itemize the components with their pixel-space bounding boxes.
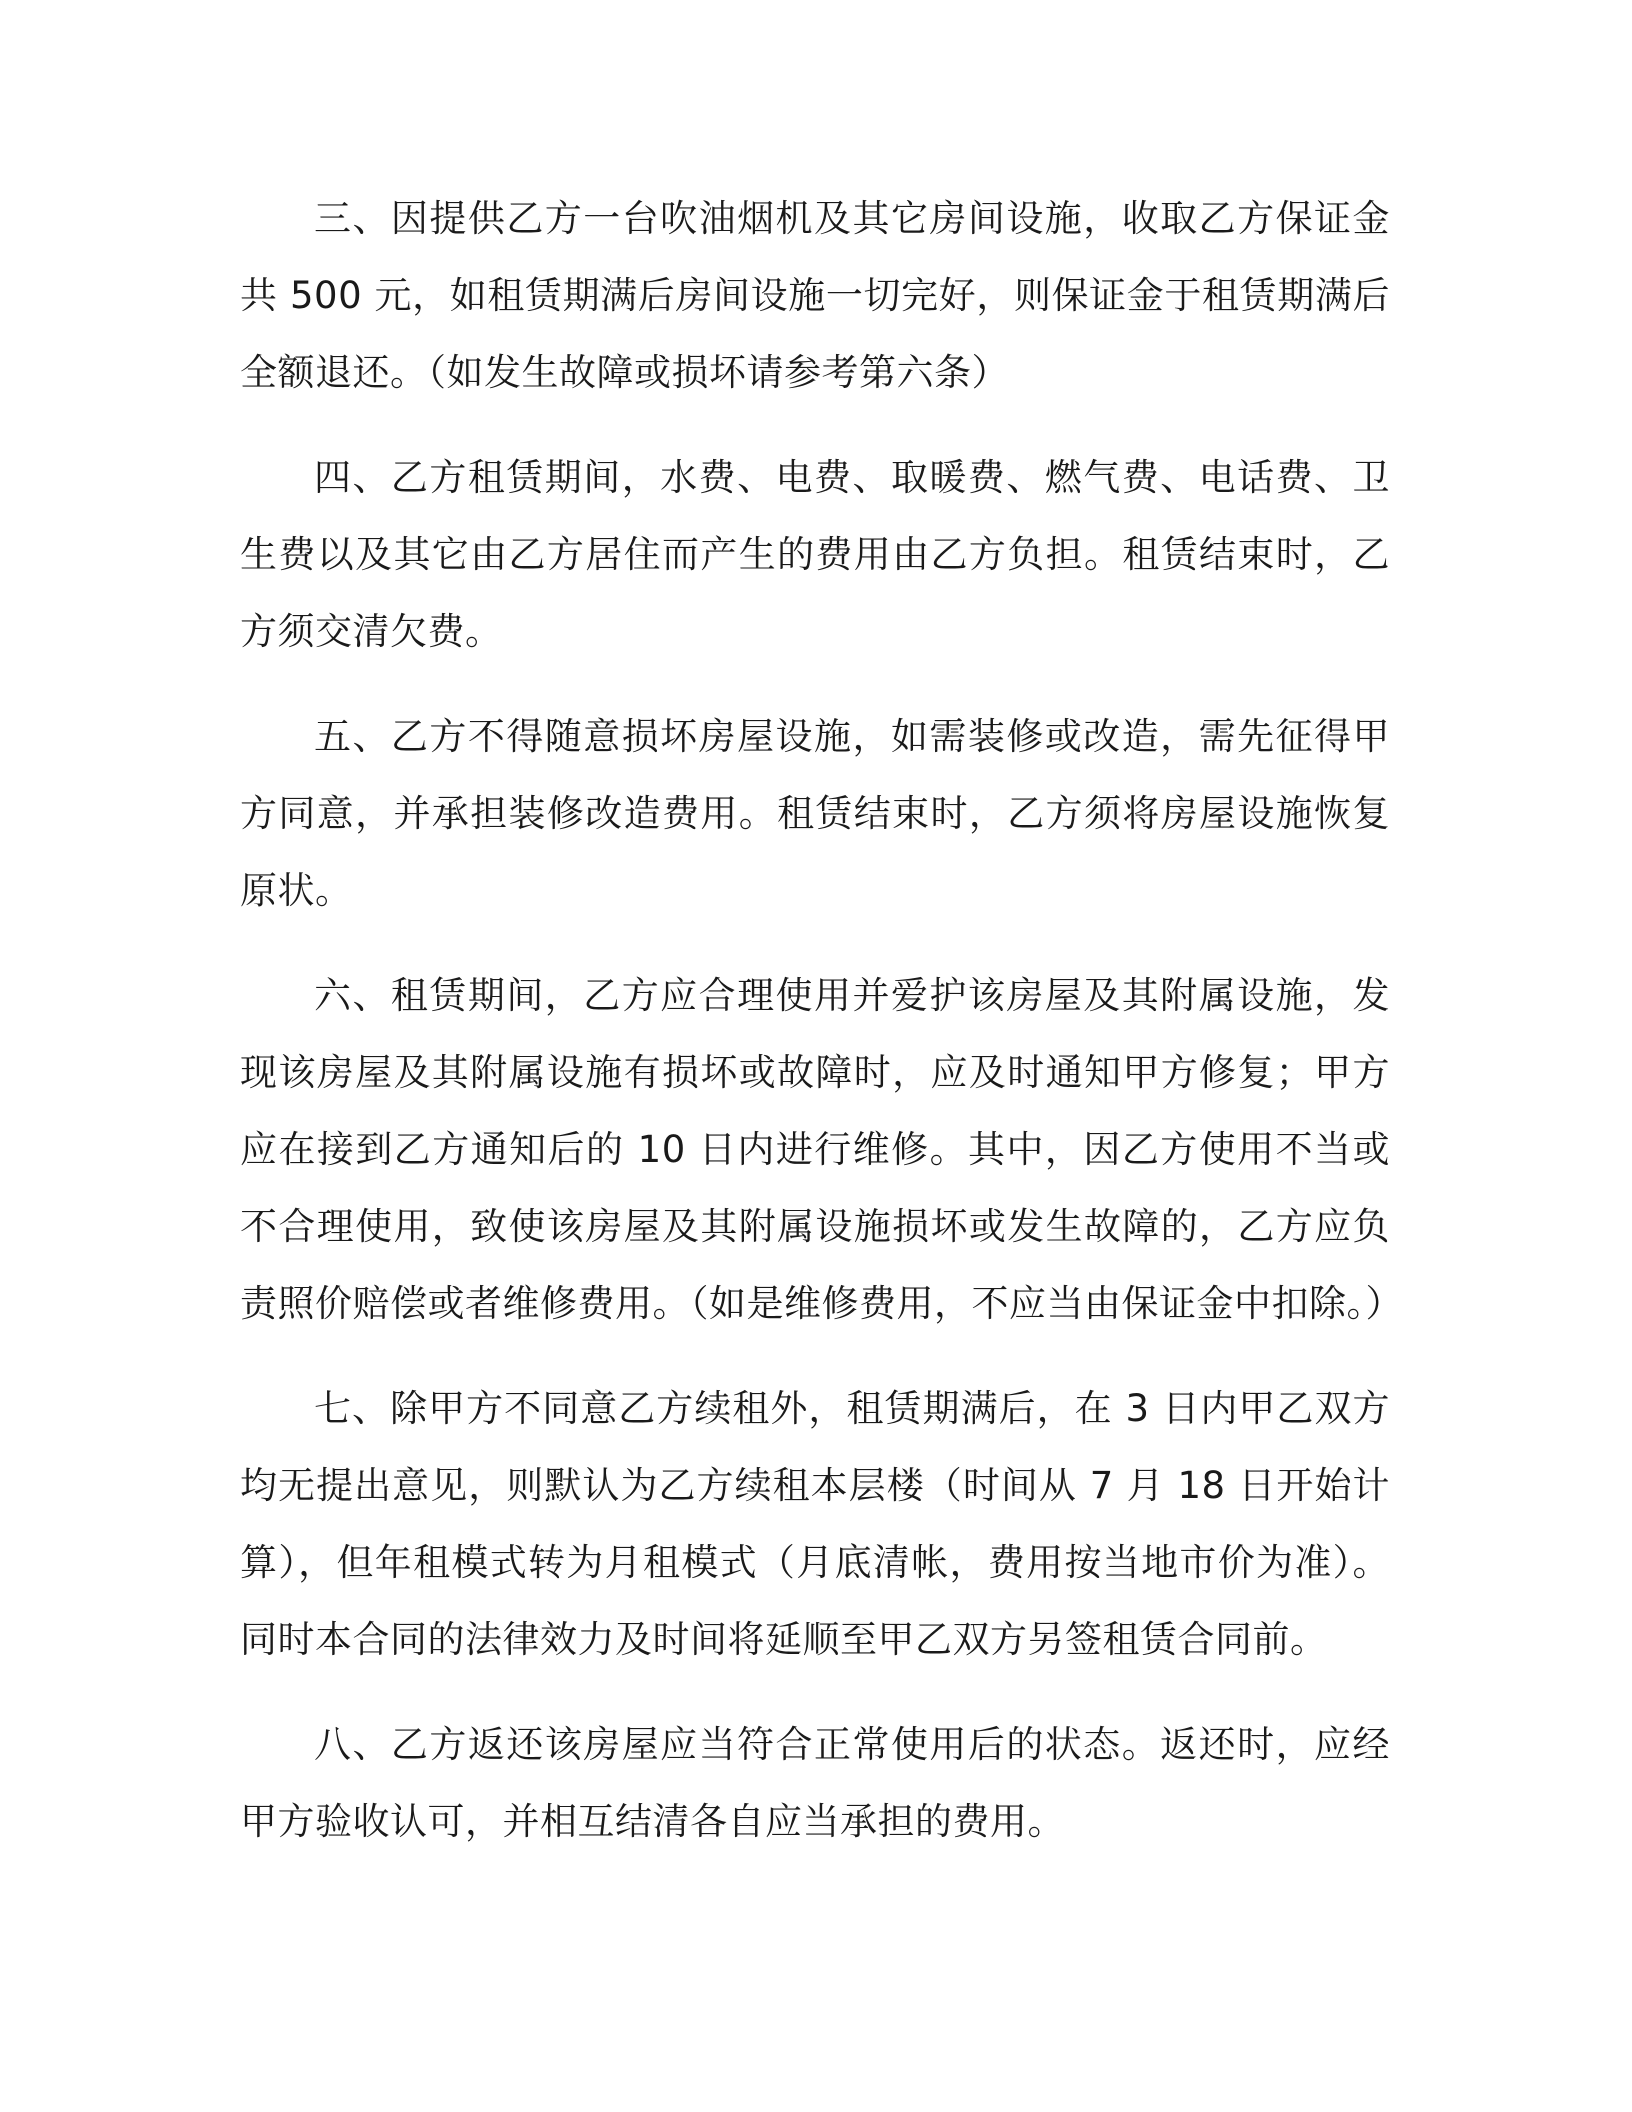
contract-body	[240, 180, 1403, 1888]
clause-8: 八、乙方返还该房屋应当符合正常使用后的状态。返还时，应经甲方验收认可，并相互结清各自应当承担的费用。	[240, 1723, 1390, 1843]
clause-7: 七、除甲方不同意乙方续租外，租赁期满后，在 3 日内甲乙双方均无提出意见，则默认为乙方续租本层楼（时间从 7 月 18 日开始计算），但年租模式转为月租模式（月底清帐，费用按当地市价为准）。同时本合同的法律效力及时间将延顺至甲乙双方另签租赁合同前。	[240, 1387, 1390, 1661]
clause-6: 六、租赁期间，乙方应合理使用并爱护该房屋及其附属设施，发现该房屋及其附属设施有损坏或故障时，应及时通知甲方修复；甲方应在接到乙方通知后的 10 日内进行维修。其中，因乙方使用不当或不合理使用，致使该房屋及其附属设施损坏或发生故障的，乙方应负责照价赔偿或者维修费用。（如是维修费用，不应当由保证金中扣除。）	[240, 974, 1403, 1325]
clause-5: 五、乙方不得随意损坏房屋设施，如需装修或改造，需先征得甲方同意，并承担装修改造费用。租赁结束时，乙方须将房屋设施恢复原状。	[240, 715, 1390, 912]
clause-3: 三、因提供乙方一台吹油烟机及其它房间设施，收取乙方保证金共 500 元，如租赁期满后房间设施一切完好，则保证金于租赁期满后全额退还。（如发生故障或损坏请参考第六条）	[240, 197, 1390, 394]
clause-4: 四、乙方租赁期间，水费、电费、取暖费、燃气费、电话费、卫生费以及其它由乙方居住而产生的费用由乙方负担。租赁结束时，乙方须交清欠费。	[240, 456, 1390, 653]
